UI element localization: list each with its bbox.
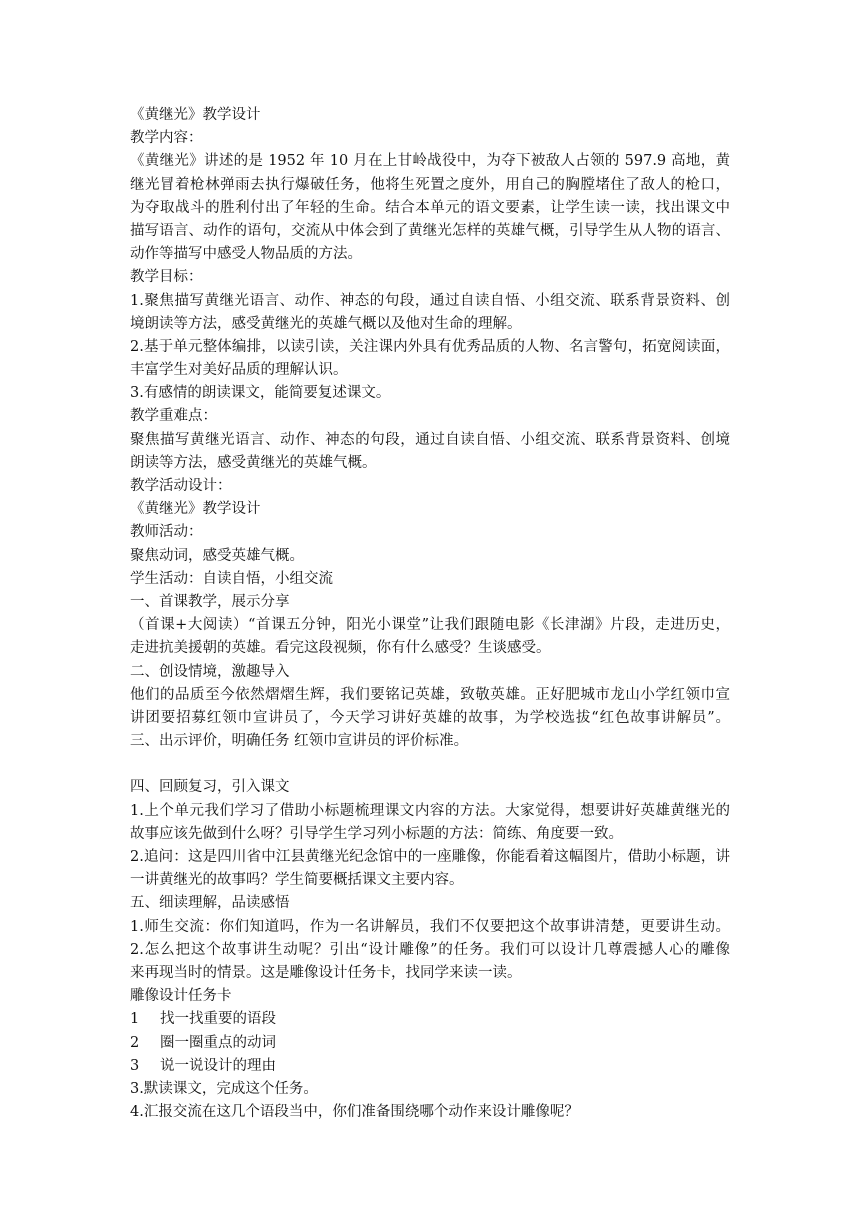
step-heading-1: 一、首课教学，展示分享 — [130, 593, 290, 610]
paragraph-line: 丰富学生对美好品质的理解认识。 — [130, 362, 348, 379]
paragraph-line: （首课+大阅读）“首课五分钟，阳光小课堂”让我们跟随电影《长津湖》片段，走进历史， — [130, 617, 730, 634]
task-item-number: 2 — [130, 1034, 140, 1051]
paragraph-line: 来再现当时的情景。这是雕像设计任务卡，找同学来读一读。 — [130, 964, 522, 981]
step-heading-2: 二、创设情境，激趣导入 — [130, 663, 290, 680]
paragraph-line: 3.默读课文，完成这个任务。 — [130, 1080, 318, 1097]
paragraph-line: 2.追问：这是四川省中江县黄继光纪念馆中的一座雕像，你能看着这幅图片，借助小标题，讲 — [130, 849, 730, 865]
paragraph-line: 4.汇报交流在这几个语段当中，你们准备围绕哪个动作来设计雕像呢？ — [130, 1104, 579, 1121]
task-item-text: 找一找重要的语段 — [160, 1011, 276, 1028]
section-heading-goals: 教学目标： — [130, 269, 203, 286]
section-heading-key-points: 教学重难点： — [130, 408, 217, 425]
paragraph-line: 1.聚焦描写黄继光语言、动作、神态的句段，通过自读自悟、小组交流、联系背景资料、创 — [130, 292, 730, 309]
teacher-activity-heading: 教师活动： — [130, 524, 203, 541]
paragraph-line: 讲团要招募红领巾宣讲员了，今天学习讲好英雄的故事，为学校选拔“红色故事讲解员”。 — [130, 709, 730, 726]
paragraph-line: 1.师生交流：你们知道吗，作为一名讲解员，我们不仅要把这个故事讲清楚，更要讲生动。 — [130, 918, 730, 935]
paragraph-line: 故事应该先做到什么呀？引导学生学习列小标题的方法：简练、角度要一致。 — [130, 825, 623, 842]
document-title: 《黄继光》教学设计 — [130, 107, 261, 123]
paragraph-line: 走进抗美援朝的英雄。看完这段视频，你有什么感受？生谈感受。 — [130, 640, 551, 657]
step-heading-3: 三、出示评价，明确任务 红领巾宣讲员的评价标准。 — [130, 733, 469, 750]
paragraph-line: 继光冒着枪林弹雨去执行爆破任务，他将生死置之度外，用自己的胸膛堵住了敌人的枪口， — [130, 176, 730, 193]
blank-line — [130, 753, 730, 776]
document-page — [130, 104, 730, 1124]
paragraph-line: 1.上个单元我们学习了借助小标题梳理课文内容的方法。大家觉得，想要讲好英雄黄继光的 — [130, 802, 730, 819]
paragraph-line: 他们的品质至今依然熠熠生辉，我们要铭记英雄，致敬英雄。正好肥城市龙山小学红领巾宣 — [130, 686, 730, 703]
task-item — [130, 1008, 730, 1031]
subtitle: 《黄继光》教学设计 — [130, 501, 261, 518]
paragraph-line: 《黄继光》讲述的是 1952 年 10 月在上甘岭战役中，为夺下被敌人占领的 597.9 高地，黄 — [130, 153, 730, 170]
paragraph-line: 2.怎么把这个故事讲生动呢？引出“设计雕像”的任务。我们可以设计几尊震撼人心的雕像 — [130, 941, 730, 958]
task-item-text: 圈一圈重点的动词 — [160, 1034, 276, 1051]
task-item-text: 说一说设计的理由 — [160, 1057, 276, 1074]
paragraph-line: 境朗读等方法，感受黄继光的英雄气概以及他对生命的理解。 — [130, 315, 522, 332]
section-heading-content: 教学内容： — [130, 130, 203, 147]
step-heading-4: 四、回顾复习，引入课文 — [130, 779, 290, 796]
paragraph-line: 聚焦动词，感受英雄气概。 — [130, 547, 304, 564]
task-card-title: 雕像设计任务卡 — [130, 988, 232, 1005]
task-item-number: 1 — [130, 1011, 140, 1028]
paragraph-line: 3.有感情的朗读课文，能简要复述课文。 — [130, 385, 391, 402]
paragraph-line: 聚焦描写黄继光语言、动作、神态的句段，通过自读自悟、小组交流、联系背景资料、创境 — [130, 431, 730, 448]
paragraph-line: 2.基于单元整体编排，以读引读，关注课内外具有优秀品质的人物、名言警句，拓宽阅读面， — [130, 338, 730, 355]
paragraph-line: 一讲黄继光的故事吗？学生简要概括课文主要内容。 — [130, 872, 464, 889]
student-activity-line: 学生活动：自读自悟，小组交流 — [130, 570, 333, 587]
task-item — [130, 1032, 730, 1055]
paragraph-line: 为夺取战斗的胜利付出了年轻的生命。结合本单元的语文要素，让学生读一读，找出课文中 — [130, 199, 730, 216]
paragraph-line: 朗读等方法，感受黄继光的英雄气概。 — [130, 454, 377, 471]
paragraph-line: 动作等描写中感受人物品质的方法。 — [130, 246, 362, 263]
section-heading-activities: 教学活动设计： — [130, 478, 232, 494]
paragraph-line: 描写语言、动作的语句，交流从中体会到了黄继光怎样的英雄气概，引导学生从人物的语言、 — [130, 222, 730, 239]
task-item-number: 3 — [130, 1057, 140, 1074]
task-item — [130, 1055, 730, 1078]
step-heading-5: 五、细读理解，品读感悟 — [130, 895, 290, 912]
